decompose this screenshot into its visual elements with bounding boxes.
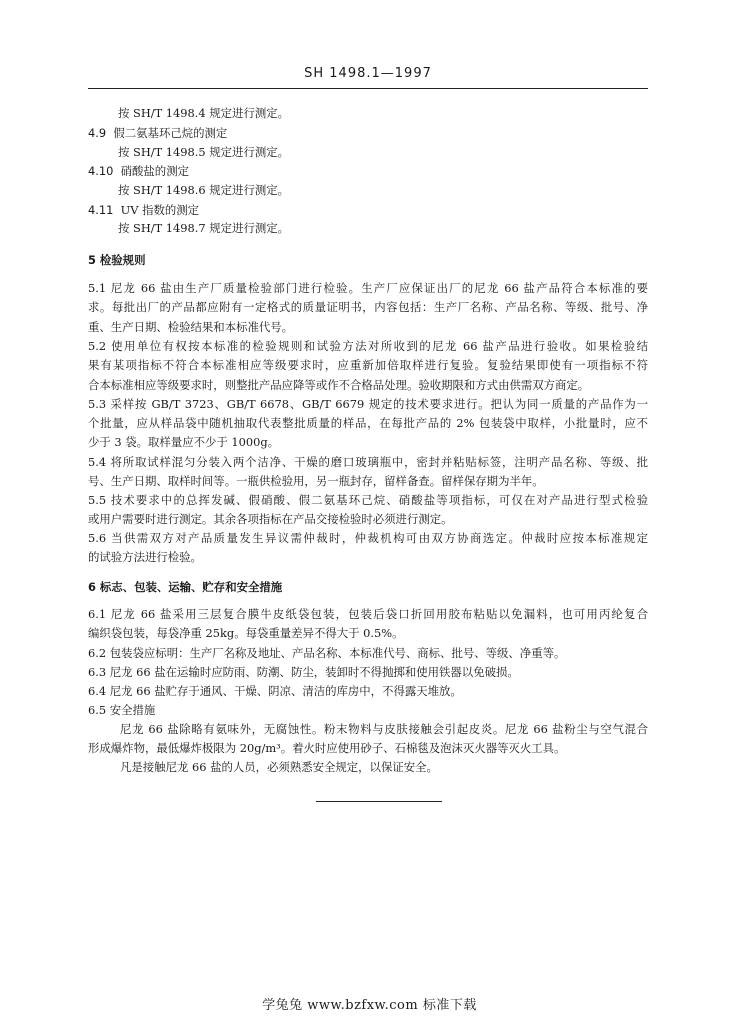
- section-5-5-line-1: 5.5 技术要求中的总挥发碱、假硝酸、假二氨基环己烷、硝酸盐等项指标，可仅在对产品进行型式检验: [88, 493, 648, 507]
- watermark-footer: 学兔兔 www.bzfxw.com 标准下载: [262, 998, 477, 1013]
- section-6-5-para-1-line-2: 形成爆炸物，最低爆炸极限为 20g/m³。着火时应使用砂子、石棉毯及泡沫灭火器等灭火工具。: [88, 741, 566, 755]
- section-4-9-number: 4.9: [88, 126, 107, 140]
- section-4-8-text: 按 SH/T 1498.4 规定进行测定。: [118, 106, 290, 120]
- section-4-11-heading: [88, 203, 648, 217]
- section-4-11-number: 4.11: [88, 203, 114, 217]
- section-5-2-line-2: 果有某项指标不符合本标准相应等级要求时，应重新加倍取样进行复验。复验结果即使有一项指标不符: [88, 358, 648, 372]
- section-5-2-line-3: 合本标准相应等级要求时，则整批产品应降等或作不合格品处理。验收期限和方式由供需双方商定。: [88, 378, 590, 392]
- section-6-5-para-2: 凡是接触尼龙 66 盐的人员，必须熟悉安全规定，以保证安全。: [120, 760, 438, 774]
- section-4-10-title: 硝酸盐的测定: [120, 164, 189, 178]
- section-4-9-text: 按 SH/T 1498.5 规定进行测定。: [118, 145, 290, 159]
- section-4-11-text: 按 SH/T 1498.7 规定进行测定。: [118, 221, 290, 235]
- section-6-3: 6.3 尼龙 66 盐在运输时应防雨、防潮、防尘，装卸时不得抛掷和使用铁器以免破损。: [88, 665, 519, 679]
- section-4-11-title: UV 指数的测定: [120, 203, 200, 217]
- section-5-3-line-3: 少于 3 袋。取样量应不少于 1000g。: [88, 435, 280, 449]
- section-5-6-line-1: 5.6 当供需双方对产品质量发生异议需仲裁时，仲裁机构可由双方协商选定。仲裁时应按本标准规定: [88, 531, 648, 545]
- section-4-10-text: 按 SH/T 1498.6 规定进行测定。: [118, 183, 290, 197]
- section-5-2-line-1: 5.2 使用单位有权按本标准的检验规则和试验方法对所收到的尼龙 66 盐产品进行验收。如果检验结: [88, 339, 648, 353]
- section-5-1-line-3: 重、生产日期、检验结果和本标准代号。: [88, 320, 294, 334]
- section-6-1-line-2: 编织袋包装，每袋净重 25kg。每袋重量差异不得大于 0.5%。: [88, 626, 404, 640]
- standard-code-header: SH 1498.1—1997: [304, 66, 432, 81]
- section-6-title: 6 标志、包装、运输、贮存和安全措施: [88, 580, 283, 594]
- section-5-3-line-2: 个批量，应从样品袋中随机抽取代表整批质量的样品，在每批产品的 2% 包装袋中取样，小批量时，应不: [88, 416, 648, 430]
- section-6-5-title: 6.5 安全措施: [88, 703, 156, 717]
- section-5-4-line-1: 5.4 将所取试样混匀分装入两个洁净、干燥的磨口玻璃瓶中，密封并粘贴标签，注明产品名称、等级、批: [88, 455, 648, 469]
- header-rule: [88, 88, 648, 89]
- section-6-5-para-1-line-1: 尼龙 66 盐除略有氨味外，无腐蚀性。粉末物料与皮肤接触会引起皮炎。尼龙 66 盐粉尘与空气混合: [120, 722, 648, 736]
- section-4-9-heading: [88, 126, 648, 140]
- section-5-1-line-2: 求。每批出厂的产品都应附有一定格式的质量证明书，内容包括：生产厂名称、产品名称、等级、批号、净: [88, 300, 648, 314]
- section-5-4-line-2: 号、生产日期、取样时间等。一瓶供检验用，另一瓶封存，留样备查。留样保存期为半年。: [88, 474, 544, 488]
- section-5-title: 5 检验规则: [88, 253, 146, 267]
- section-6-4: 6.4 尼龙 66 盐贮存于通风、干燥、阴凉、清洁的库房中，不得露天堆放。: [88, 684, 462, 698]
- section-4-9-title: 假二氨基环己烷的测定: [113, 126, 228, 140]
- section-4-10-heading: [88, 164, 648, 178]
- section-5-1-line-1: 5.1 尼龙 66 盐由生产厂质量检验部门进行检验。生产厂应保证出厂的尼龙 66 盐产品符合本标准的要: [88, 281, 648, 295]
- section-6-2: 6.2 包装袋应标明：生产厂名称及地址、产品名称、本标准代号、商标、批号、等级、净重等。: [88, 646, 566, 660]
- section-6-1-line-1: 6.1 尼龙 66 盐采用三层复合膜牛皮纸袋包装，包装后袋口折回用胶布粘贴以免漏料，也可用丙纶复合: [88, 607, 648, 621]
- section-5-5-line-2: 或用户需要时进行测定。其余各项指标在产品交接检验时必须进行测定。: [88, 512, 453, 526]
- end-of-standard-rule: [316, 801, 442, 802]
- section-5-3-line-1: 5.3 采样按 GB/T 3723、GB/T 6678、GB/T 6679 规定的技术要求进行。把认为同一质量的产品作为一: [88, 397, 648, 411]
- section-5-6-line-2: 的试验方法进行检验。: [88, 550, 202, 564]
- section-4-10-number: 4.10: [88, 164, 114, 178]
